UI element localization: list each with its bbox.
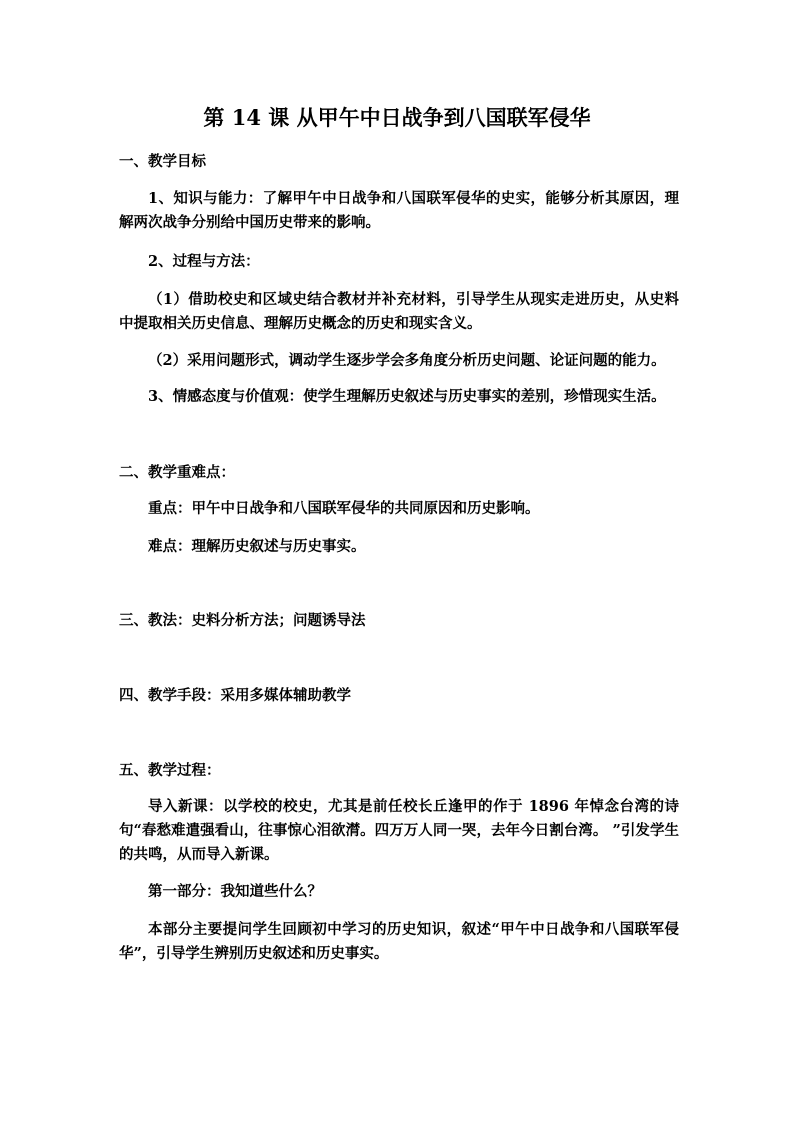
difficult-point: 难点：理解历史叙述与历史事实。 (148, 538, 366, 555)
section1-item2: 2、过程与方法： (148, 253, 260, 270)
part1-body: 本部分主要提问学生回顾初中学习的历史知识，叙述“甲午中日战争和八国联军侵华”，引导学生辨别历史叙述和历史事实。 (119, 921, 679, 962)
section1-item3: 3、情感态度与价值观：使学生理解历史叙述与历史事实的差别，珍惜现实生活。 (148, 388, 666, 405)
section5-heading: 五、教学过程： (119, 762, 221, 779)
section1-heading: 一、教学目标 (119, 153, 206, 170)
section1-item2-sub2: （2）采用问题形式，调动学生逐步学会多角度分析历史问题、论证问题的能力。 (148, 352, 666, 369)
part1-title: 第一部分：我知道些什么？ (148, 883, 322, 900)
lesson-title: 第 14 课 从甲午中日战争到八国联军侵华 (203, 105, 591, 130)
section2-heading: 二、教学重难点： (119, 464, 235, 481)
key-point: 重点：甲午中日战争和八国联军侵华的共同原因和历史影响。 (148, 500, 540, 517)
section1-item1: 1、知识与能力：了解甲午中日战争和八国联军侵华的史实，能够分析其原因，理解两次战争分别给中国历史带来的影响。 (119, 190, 679, 231)
intro-paragraph: 导入新课：以学校的校史，尤其是前任校长丘逢甲的作于 1896 年悼念台湾的诗句“春愁难遣强看山，往事惊心泪欲潸。四万万人同一哭，去年今日割台湾。 ”引发学生的共鸣，从而导入新课。 (119, 798, 679, 863)
section3-heading: 三、教法：史料分析方法；问题诱导法 (119, 612, 366, 629)
section1-item2-sub1: （1）借助校史和区域史结合教材并补充材料，引导学生从现实走进历史，从史料中提取相关历史信息、理解历史概念的历史和现实含义。 (119, 291, 679, 332)
section4-heading: 四、教学手段：采用多媒体辅助教学 (119, 687, 351, 704)
